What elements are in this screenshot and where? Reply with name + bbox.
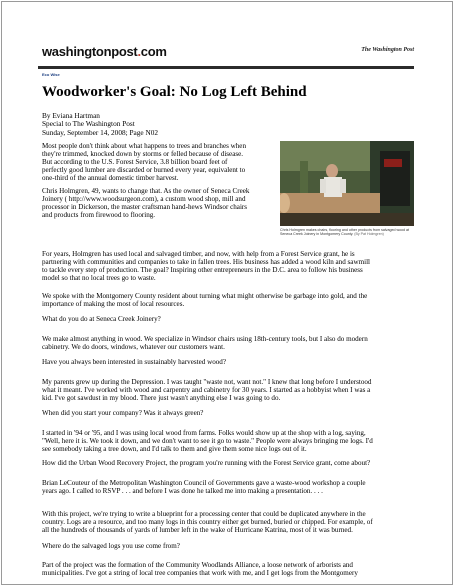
question: Have you always been interested in sustainably harvested wood? xyxy=(42,358,226,366)
article-page xyxy=(1,1,453,585)
logo-dot: . xyxy=(137,44,141,59)
paragraph: Brian LeCouteur of the Metropolitan Washington Council of Governments gave a waste-wood workshop a couple years ago. I called to RSVP . . . and before I was done he talked me into making a presentation. . . . xyxy=(42,479,366,496)
paragraph: I started in '94 or '95, and I was using local wood from farms. Folks would show up at the shop with a log, saying, "Well, here it is. We took it down, and we don't want to see it go to waste." People were always bringing me logs. I'd see somebody taking a tree down, and I'd talk to them and give them some nice logs out of it. xyxy=(42,429,373,454)
byline-dateline: Sunday, September 14, 2008; Page N02 xyxy=(42,127,159,137)
masthead xyxy=(38,42,414,64)
byline-special: Special to The Washington Post xyxy=(42,119,135,129)
article-headline: Woodworker's Goal: No Log Left Behind xyxy=(42,84,307,100)
question: Where do the salvaged logs you use come from? xyxy=(42,542,180,550)
section-label[interactable]: Eco Wise xyxy=(42,72,60,77)
masthead-rule xyxy=(38,66,414,69)
paragraph: We make almost anything in wood. We specialize in Windsor chairs using 18th-century tools, but I also do modern cabinetry. We do doors, windows, whatever our customers want. xyxy=(42,335,368,352)
byline-author: By Eviana Hartman xyxy=(42,111,100,120)
caption-text: Chris Holmgren makes chairs, flooring and other products from salvaged wood at Seneca Creek Joinery in Montgomery County. xyxy=(280,228,410,237)
photo-caption xyxy=(280,228,416,237)
article-photo-image xyxy=(280,141,414,226)
paragraph: Part of the project was the formation of the Community Woodlands Alliance, a loose network of arborists and municipalities. I've got a string of local tree companies that work with me, and I get logs from the Montgomery xyxy=(42,561,358,578)
question: When did you start your company? Was it always green? xyxy=(42,409,204,417)
question: What do you do at Seneca Creek Joinery? xyxy=(42,315,161,323)
paragraph: Most people don't think about what happens to trees and branches when they're trimmed, knocked down by storms or felled because of disease. But according to the U.S. Forest Service, 3.8 billion board feet of perfectly good lumber are discarded or burned every year, equivalent to one-third of the annual domestic timber harvest. xyxy=(42,142,246,183)
question: How did the Urban Wood Recovery Project, the program you're running with the Forest Service grant, come about? xyxy=(42,459,371,467)
paragraph: Chris Holmgren, 49, wants to change that. As the owner of Seneca Creek Joinery ( http://www.woodsurgeon.com), a custom wood shop, mill and processor in Dickerson, the master craftsman hand-hews Windsor chairs and products from firewood to flooring. xyxy=(42,187,250,220)
paragraph: My parents grew up during the Depression. I was taught "waste not, want not." I knew that long before I understood what it meant. I've worked with wood and carpentry and cabinetry for 30 years. I started as a hobbyist when I was a kid. I've got sawdust in my blood. There just wasn't anything else I was going to do. xyxy=(42,378,372,403)
photo-credit: (By Pat Holmgren) xyxy=(354,232,384,237)
paragraph: For years, Holmgren has used local and salvaged timber, and now, with help from a Forest Service grant, he is partnering with communities and companies to take in fallen trees. His business has added a wood kiln and sawmill to tackle every step of production. The goal? Inspiring other entrepreneurs in the D.C. area to follow his business model so that no local trees go to waste. xyxy=(42,250,371,283)
paragraph: With this project, we're trying to write a blueprint for a processing center that could be duplicated anywhere in the country. Logs are a resource, and too many logs in this country either get burned, buried or chipped. For example, of all the hundreds of thousands of yards of lumber left in the wake of Hurricane Katrina, most of it was burned. xyxy=(42,510,373,535)
byline xyxy=(42,112,272,137)
article-photo xyxy=(280,141,414,226)
logo-tld: com xyxy=(140,44,167,59)
washingtonpost-logo[interactable]: washingtonpost.com xyxy=(42,44,167,59)
paragraph: We spoke with the Montgomery County resident about turning what might otherwise be garbage into gold, and the importance of making the most of local resources. xyxy=(42,292,368,309)
masthead-brand: The Washington Post xyxy=(361,47,414,53)
